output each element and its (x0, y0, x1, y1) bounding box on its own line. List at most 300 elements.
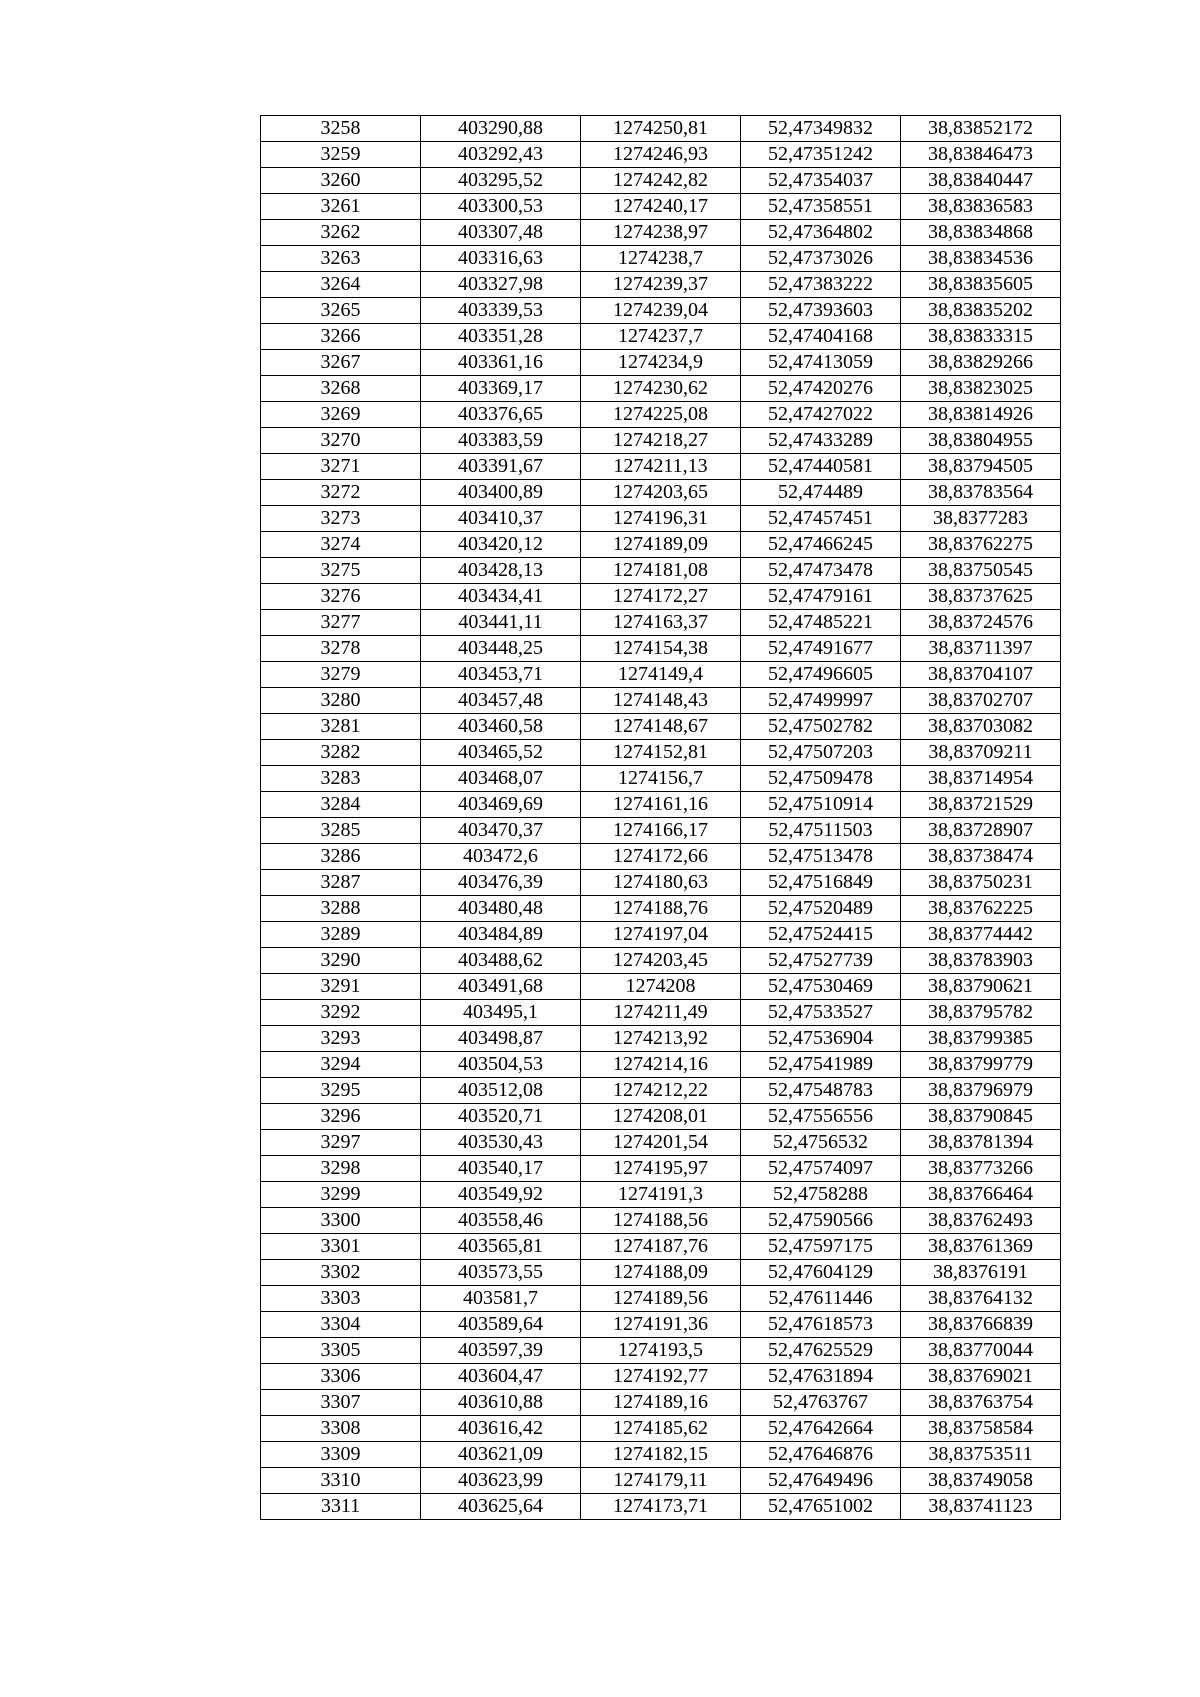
latitude-cell: 52,47524415 (741, 922, 901, 948)
latitude-cell: 52,47625529 (741, 1338, 901, 1364)
x-coordinate-cell: 403625,64 (421, 1494, 581, 1520)
table-row (261, 584, 1061, 610)
y-coordinate-cell: 1274197,04 (581, 922, 741, 948)
table-row (261, 246, 1061, 272)
point-number-cell: 3289 (261, 922, 421, 948)
point-number-cell: 3307 (261, 1390, 421, 1416)
longitude-cell: 38,83783564 (901, 480, 1061, 506)
point-number-cell: 3273 (261, 506, 421, 532)
latitude-cell: 52,47420276 (741, 376, 901, 402)
x-coordinate-cell: 403565,81 (421, 1234, 581, 1260)
point-number-cell: 3280 (261, 688, 421, 714)
point-number-cell: 3309 (261, 1442, 421, 1468)
x-coordinate-cell: 403420,12 (421, 532, 581, 558)
table-row (261, 1182, 1061, 1208)
table-row (261, 1130, 1061, 1156)
longitude-cell: 38,83834536 (901, 246, 1061, 272)
point-number-cell: 3259 (261, 142, 421, 168)
y-coordinate-cell: 1274179,11 (581, 1468, 741, 1494)
point-number-cell: 3285 (261, 818, 421, 844)
point-number-cell: 3269 (261, 402, 421, 428)
point-number-cell: 3301 (261, 1234, 421, 1260)
x-coordinate-cell: 403448,25 (421, 636, 581, 662)
point-number-cell: 3286 (261, 844, 421, 870)
latitude-cell: 52,47440581 (741, 454, 901, 480)
longitude-cell: 38,8377283 (901, 506, 1061, 532)
latitude-cell: 52,47496605 (741, 662, 901, 688)
point-number-cell: 3304 (261, 1312, 421, 1338)
point-number-cell: 3267 (261, 350, 421, 376)
longitude-cell: 38,83724576 (901, 610, 1061, 636)
x-coordinate-cell: 403351,28 (421, 324, 581, 350)
longitude-cell: 38,83846473 (901, 142, 1061, 168)
point-number-cell: 3279 (261, 662, 421, 688)
x-coordinate-cell: 403558,46 (421, 1208, 581, 1234)
longitude-cell: 38,83796979 (901, 1078, 1061, 1104)
x-coordinate-cell: 403472,6 (421, 844, 581, 870)
table-row (261, 1260, 1061, 1286)
y-coordinate-cell: 1274214,16 (581, 1052, 741, 1078)
longitude-cell: 38,83738474 (901, 844, 1061, 870)
latitude-cell: 52,47530469 (741, 974, 901, 1000)
y-coordinate-cell: 1274166,17 (581, 818, 741, 844)
y-coordinate-cell: 1274172,27 (581, 584, 741, 610)
latitude-cell: 52,47520489 (741, 896, 901, 922)
latitude-cell: 52,47479161 (741, 584, 901, 610)
x-coordinate-cell: 403316,63 (421, 246, 581, 272)
table-row (261, 1052, 1061, 1078)
point-number-cell: 3299 (261, 1182, 421, 1208)
x-coordinate-cell: 403457,48 (421, 688, 581, 714)
x-coordinate-cell: 403410,37 (421, 506, 581, 532)
table-row (261, 194, 1061, 220)
y-coordinate-cell: 1274185,62 (581, 1416, 741, 1442)
point-number-cell: 3270 (261, 428, 421, 454)
latitude-cell: 52,47358551 (741, 194, 901, 220)
table-row (261, 974, 1061, 1000)
point-number-cell: 3292 (261, 1000, 421, 1026)
point-number-cell: 3306 (261, 1364, 421, 1390)
table-row (261, 428, 1061, 454)
table-row (261, 168, 1061, 194)
y-coordinate-cell: 1274193,5 (581, 1338, 741, 1364)
x-coordinate-cell: 403530,43 (421, 1130, 581, 1156)
y-coordinate-cell: 1274213,92 (581, 1026, 741, 1052)
table-row (261, 948, 1061, 974)
y-coordinate-cell: 1274188,09 (581, 1260, 741, 1286)
y-coordinate-cell: 1274234,9 (581, 350, 741, 376)
latitude-cell: 52,47541989 (741, 1052, 901, 1078)
y-coordinate-cell: 1274230,62 (581, 376, 741, 402)
y-coordinate-cell: 1274172,66 (581, 844, 741, 870)
latitude-cell: 52,47631894 (741, 1364, 901, 1390)
y-coordinate-cell: 1274149,4 (581, 662, 741, 688)
point-number-cell: 3290 (261, 948, 421, 974)
latitude-cell: 52,47383222 (741, 272, 901, 298)
point-number-cell: 3302 (261, 1260, 421, 1286)
y-coordinate-cell: 1274196,31 (581, 506, 741, 532)
latitude-cell: 52,47556556 (741, 1104, 901, 1130)
x-coordinate-cell: 403495,1 (421, 1000, 581, 1026)
table-row (261, 350, 1061, 376)
longitude-cell: 38,83758584 (901, 1416, 1061, 1442)
longitude-cell: 38,83711397 (901, 636, 1061, 662)
y-coordinate-cell: 1274180,63 (581, 870, 741, 896)
point-number-cell: 3308 (261, 1416, 421, 1442)
x-coordinate-cell: 403465,52 (421, 740, 581, 766)
longitude-cell: 38,83762225 (901, 896, 1061, 922)
y-coordinate-cell: 1274173,71 (581, 1494, 741, 1520)
y-coordinate-cell: 1274246,93 (581, 142, 741, 168)
longitude-cell: 38,83750231 (901, 870, 1061, 896)
table-row (261, 1104, 1061, 1130)
longitude-cell: 38,83836583 (901, 194, 1061, 220)
y-coordinate-cell: 1274187,76 (581, 1234, 741, 1260)
y-coordinate-cell: 1274218,27 (581, 428, 741, 454)
x-coordinate-cell: 403540,17 (421, 1156, 581, 1182)
y-coordinate-cell: 1274148,67 (581, 714, 741, 740)
x-coordinate-cell: 403480,48 (421, 896, 581, 922)
longitude-cell: 38,83753511 (901, 1442, 1061, 1468)
longitude-cell: 38,83795782 (901, 1000, 1061, 1026)
y-coordinate-cell: 1274238,97 (581, 220, 741, 246)
x-coordinate-cell: 403589,64 (421, 1312, 581, 1338)
coordinates-table (260, 115, 1061, 1520)
point-number-cell: 3281 (261, 714, 421, 740)
y-coordinate-cell: 1274203,65 (581, 480, 741, 506)
point-number-cell: 3263 (261, 246, 421, 272)
latitude-cell: 52,4763767 (741, 1390, 901, 1416)
longitude-cell: 38,83728907 (901, 818, 1061, 844)
table-row (261, 1156, 1061, 1182)
table-row (261, 142, 1061, 168)
x-coordinate-cell: 403520,71 (421, 1104, 581, 1130)
latitude-cell: 52,47427022 (741, 402, 901, 428)
longitude-cell: 38,8376191 (901, 1260, 1061, 1286)
point-number-cell: 3275 (261, 558, 421, 584)
x-coordinate-cell: 403434,41 (421, 584, 581, 610)
y-coordinate-cell: 1274250,81 (581, 116, 741, 142)
coordinates-table-body (261, 116, 1061, 1520)
y-coordinate-cell: 1274211,49 (581, 1000, 741, 1026)
latitude-cell: 52,47491677 (741, 636, 901, 662)
y-coordinate-cell: 1274212,22 (581, 1078, 741, 1104)
y-coordinate-cell: 1274191,3 (581, 1182, 741, 1208)
x-coordinate-cell: 403469,69 (421, 792, 581, 818)
point-number-cell: 3264 (261, 272, 421, 298)
longitude-cell: 38,83799385 (901, 1026, 1061, 1052)
y-coordinate-cell: 1274242,82 (581, 168, 741, 194)
y-coordinate-cell: 1274211,13 (581, 454, 741, 480)
table-row (261, 558, 1061, 584)
y-coordinate-cell: 1274191,36 (581, 1312, 741, 1338)
point-number-cell: 3278 (261, 636, 421, 662)
longitude-cell: 38,83763754 (901, 1390, 1061, 1416)
y-coordinate-cell: 1274237,7 (581, 324, 741, 350)
table-row (261, 1494, 1061, 1520)
x-coordinate-cell: 403623,99 (421, 1468, 581, 1494)
longitude-cell: 38,83709211 (901, 740, 1061, 766)
x-coordinate-cell: 403369,17 (421, 376, 581, 402)
table-row (261, 1364, 1061, 1390)
point-number-cell: 3288 (261, 896, 421, 922)
table-row (261, 870, 1061, 896)
table-row (261, 1390, 1061, 1416)
x-coordinate-cell: 403391,67 (421, 454, 581, 480)
longitude-cell: 38,83804955 (901, 428, 1061, 454)
table-row (261, 506, 1061, 532)
longitude-cell: 38,83790845 (901, 1104, 1061, 1130)
latitude-cell: 52,47413059 (741, 350, 901, 376)
point-number-cell: 3274 (261, 532, 421, 558)
latitude-cell: 52,47354037 (741, 168, 901, 194)
table-row (261, 1208, 1061, 1234)
table-row (261, 1234, 1061, 1260)
table-row (261, 272, 1061, 298)
y-coordinate-cell: 1274225,08 (581, 402, 741, 428)
table-row (261, 766, 1061, 792)
point-number-cell: 3293 (261, 1026, 421, 1052)
x-coordinate-cell: 403383,59 (421, 428, 581, 454)
longitude-cell: 38,83737625 (901, 584, 1061, 610)
point-number-cell: 3282 (261, 740, 421, 766)
point-number-cell: 3297 (261, 1130, 421, 1156)
latitude-cell: 52,47604129 (741, 1260, 901, 1286)
longitude-cell: 38,83783903 (901, 948, 1061, 974)
latitude-cell: 52,47466245 (741, 532, 901, 558)
x-coordinate-cell: 403327,98 (421, 272, 581, 298)
longitude-cell: 38,83702707 (901, 688, 1061, 714)
longitude-cell: 38,83766464 (901, 1182, 1061, 1208)
x-coordinate-cell: 403428,13 (421, 558, 581, 584)
x-coordinate-cell: 403549,92 (421, 1182, 581, 1208)
latitude-cell: 52,47536904 (741, 1026, 901, 1052)
x-coordinate-cell: 403339,53 (421, 298, 581, 324)
latitude-cell: 52,47590566 (741, 1208, 901, 1234)
longitude-cell: 38,83823025 (901, 376, 1061, 402)
x-coordinate-cell: 403361,16 (421, 350, 581, 376)
longitude-cell: 38,83773266 (901, 1156, 1061, 1182)
point-number-cell: 3262 (261, 220, 421, 246)
longitude-cell: 38,83769021 (901, 1364, 1061, 1390)
latitude-cell: 52,47433289 (741, 428, 901, 454)
table-row (261, 922, 1061, 948)
point-number-cell: 3311 (261, 1494, 421, 1520)
latitude-cell: 52,47642664 (741, 1416, 901, 1442)
latitude-cell: 52,47618573 (741, 1312, 901, 1338)
latitude-cell: 52,47511503 (741, 818, 901, 844)
x-coordinate-cell: 403491,68 (421, 974, 581, 1000)
point-number-cell: 3298 (261, 1156, 421, 1182)
point-number-cell: 3296 (261, 1104, 421, 1130)
x-coordinate-cell: 403484,89 (421, 922, 581, 948)
x-coordinate-cell: 403468,07 (421, 766, 581, 792)
longitude-cell: 38,83852172 (901, 116, 1061, 142)
x-coordinate-cell: 403292,43 (421, 142, 581, 168)
table-row (261, 844, 1061, 870)
latitude-cell: 52,47649496 (741, 1468, 901, 1494)
x-coordinate-cell: 403573,55 (421, 1260, 581, 1286)
longitude-cell: 38,83766839 (901, 1312, 1061, 1338)
latitude-cell: 52,47473478 (741, 558, 901, 584)
longitude-cell: 38,83741123 (901, 1494, 1061, 1520)
longitude-cell: 38,83829266 (901, 350, 1061, 376)
longitude-cell: 38,83721529 (901, 792, 1061, 818)
y-coordinate-cell: 1274189,16 (581, 1390, 741, 1416)
longitude-cell: 38,83835202 (901, 298, 1061, 324)
x-coordinate-cell: 403512,08 (421, 1078, 581, 1104)
latitude-cell: 52,47502782 (741, 714, 901, 740)
longitude-cell: 38,83703082 (901, 714, 1061, 740)
y-coordinate-cell: 1274208,01 (581, 1104, 741, 1130)
y-coordinate-cell: 1274192,77 (581, 1364, 741, 1390)
latitude-cell: 52,47509478 (741, 766, 901, 792)
table-row (261, 610, 1061, 636)
point-number-cell: 3291 (261, 974, 421, 1000)
point-number-cell: 3295 (261, 1078, 421, 1104)
table-row (261, 740, 1061, 766)
longitude-cell: 38,83834868 (901, 220, 1061, 246)
x-coordinate-cell: 403476,39 (421, 870, 581, 896)
table-row (261, 454, 1061, 480)
longitude-cell: 38,83762493 (901, 1208, 1061, 1234)
y-coordinate-cell: 1274189,09 (581, 532, 741, 558)
latitude-cell: 52,4756532 (741, 1130, 901, 1156)
table-row (261, 1442, 1061, 1468)
table-row (261, 298, 1061, 324)
latitude-cell: 52,47516849 (741, 870, 901, 896)
x-coordinate-cell: 403470,37 (421, 818, 581, 844)
point-number-cell: 3287 (261, 870, 421, 896)
table-row (261, 714, 1061, 740)
point-number-cell: 3276 (261, 584, 421, 610)
latitude-cell: 52,47485221 (741, 610, 901, 636)
longitude-cell: 38,83714954 (901, 766, 1061, 792)
latitude-cell: 52,47349832 (741, 116, 901, 142)
point-number-cell: 3272 (261, 480, 421, 506)
longitude-cell: 38,83764132 (901, 1286, 1061, 1312)
latitude-cell: 52,47574097 (741, 1156, 901, 1182)
table-row (261, 116, 1061, 142)
table-row (261, 1078, 1061, 1104)
x-coordinate-cell: 403621,09 (421, 1442, 581, 1468)
y-coordinate-cell: 1274239,04 (581, 298, 741, 324)
latitude-cell: 52,47611446 (741, 1286, 901, 1312)
latitude-cell: 52,47404168 (741, 324, 901, 350)
latitude-cell: 52,47364802 (741, 220, 901, 246)
table-row (261, 402, 1061, 428)
point-number-cell: 3258 (261, 116, 421, 142)
point-number-cell: 3300 (261, 1208, 421, 1234)
x-coordinate-cell: 403604,47 (421, 1364, 581, 1390)
table-row (261, 662, 1061, 688)
latitude-cell: 52,47646876 (741, 1442, 901, 1468)
latitude-cell: 52,47507203 (741, 740, 901, 766)
point-number-cell: 3283 (261, 766, 421, 792)
x-coordinate-cell: 403616,42 (421, 1416, 581, 1442)
point-number-cell: 3261 (261, 194, 421, 220)
point-number-cell: 3305 (261, 1338, 421, 1364)
longitude-cell: 38,83781394 (901, 1130, 1061, 1156)
x-coordinate-cell: 403441,11 (421, 610, 581, 636)
x-coordinate-cell: 403498,87 (421, 1026, 581, 1052)
longitude-cell: 38,83840447 (901, 168, 1061, 194)
table-row (261, 1468, 1061, 1494)
table-row (261, 1286, 1061, 1312)
x-coordinate-cell: 403460,58 (421, 714, 581, 740)
latitude-cell: 52,47510914 (741, 792, 901, 818)
latitude-cell: 52,47597175 (741, 1234, 901, 1260)
table-row (261, 1338, 1061, 1364)
longitude-cell: 38,83790621 (901, 974, 1061, 1000)
point-number-cell: 3268 (261, 376, 421, 402)
latitude-cell: 52,47527739 (741, 948, 901, 974)
x-coordinate-cell: 403300,53 (421, 194, 581, 220)
longitude-cell: 38,83762275 (901, 532, 1061, 558)
table-row (261, 688, 1061, 714)
latitude-cell: 52,47651002 (741, 1494, 901, 1520)
table-row (261, 1000, 1061, 1026)
table-row (261, 1026, 1061, 1052)
y-coordinate-cell: 1274201,54 (581, 1130, 741, 1156)
latitude-cell: 52,474489 (741, 480, 901, 506)
y-coordinate-cell: 1274208 (581, 974, 741, 1000)
x-coordinate-cell: 403581,7 (421, 1286, 581, 1312)
y-coordinate-cell: 1274195,97 (581, 1156, 741, 1182)
x-coordinate-cell: 403504,53 (421, 1052, 581, 1078)
latitude-cell: 52,4758288 (741, 1182, 901, 1208)
y-coordinate-cell: 1274188,56 (581, 1208, 741, 1234)
table-row (261, 220, 1061, 246)
point-number-cell: 3310 (261, 1468, 421, 1494)
point-number-cell: 3260 (261, 168, 421, 194)
longitude-cell: 38,83833315 (901, 324, 1061, 350)
y-coordinate-cell: 1274188,76 (581, 896, 741, 922)
table-row (261, 896, 1061, 922)
latitude-cell: 52,47548783 (741, 1078, 901, 1104)
longitude-cell: 38,83749058 (901, 1468, 1061, 1494)
y-coordinate-cell: 1274240,17 (581, 194, 741, 220)
table-row (261, 480, 1061, 506)
x-coordinate-cell: 403610,88 (421, 1390, 581, 1416)
x-coordinate-cell: 403295,52 (421, 168, 581, 194)
point-number-cell: 3284 (261, 792, 421, 818)
y-coordinate-cell: 1274148,43 (581, 688, 741, 714)
longitude-cell: 38,83761369 (901, 1234, 1061, 1260)
x-coordinate-cell: 403453,71 (421, 662, 581, 688)
table-row (261, 324, 1061, 350)
y-coordinate-cell: 1274154,38 (581, 636, 741, 662)
table-row (261, 636, 1061, 662)
longitude-cell: 38,83704107 (901, 662, 1061, 688)
y-coordinate-cell: 1274181,08 (581, 558, 741, 584)
table-row (261, 532, 1061, 558)
latitude-cell: 52,47393603 (741, 298, 901, 324)
longitude-cell: 38,83750545 (901, 558, 1061, 584)
y-coordinate-cell: 1274239,37 (581, 272, 741, 298)
x-coordinate-cell: 403488,62 (421, 948, 581, 974)
point-number-cell: 3277 (261, 610, 421, 636)
latitude-cell: 52,47457451 (741, 506, 901, 532)
y-coordinate-cell: 1274152,81 (581, 740, 741, 766)
latitude-cell: 52,47499997 (741, 688, 901, 714)
point-number-cell: 3294 (261, 1052, 421, 1078)
y-coordinate-cell: 1274156,7 (581, 766, 741, 792)
y-coordinate-cell: 1274161,16 (581, 792, 741, 818)
longitude-cell: 38,83799779 (901, 1052, 1061, 1078)
longitude-cell: 38,83794505 (901, 454, 1061, 480)
longitude-cell: 38,83770044 (901, 1338, 1061, 1364)
